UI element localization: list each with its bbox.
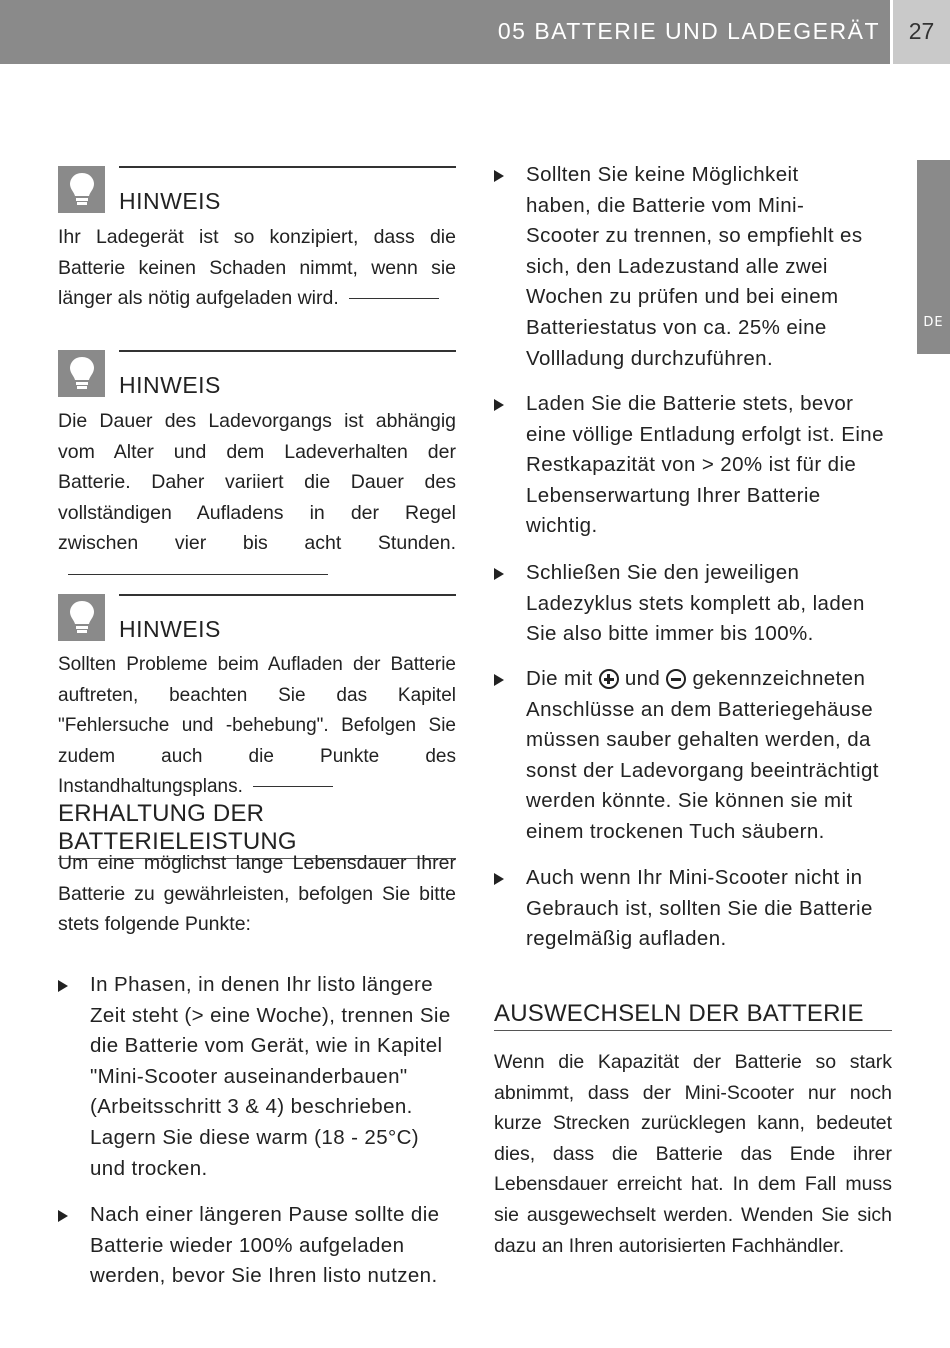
terminal-text-2: und [624, 667, 661, 690]
list-item-text: Auch wenn Ihr Mini-Scooter nicht in Gebrauch ist, sollten Sie die Batterie regelmäßig aufladen. [526, 866, 873, 951]
note-text-content: Ihr Ladegerät ist so konzipiert, dass die Batterie keinen Schaden nimmt, wenn sie länger als nötig aufgeladen wird. [58, 226, 456, 310]
lightbulb-icon [58, 350, 105, 397]
end-rule [253, 786, 333, 787]
plus-terminal-icon [599, 669, 619, 689]
chapter-title: 05 BATTERIE UND LADEGERÄT [497, 18, 880, 44]
bullet-arrow-icon [494, 170, 504, 182]
note-text [58, 222, 456, 314]
list-item-text: Laden Sie die Batterie stets, bevor eine völlige Entladung erfolgt ist. Eine Restkapazität von > 20% ist für die Lebenserwartung Ihrer Batterie wichtig. [526, 392, 884, 538]
bullet-arrow-icon [58, 1210, 68, 1222]
page-header [0, 0, 950, 64]
note-text [58, 650, 456, 803]
terminal-text-1: Die mit [526, 667, 593, 690]
replace-text: Wenn die Kapazität der Batterie so stark abnimmt, dass der Mini-Scooter nur noch kurze Strecken zurücklegen kann, bedeutet dies, dass die Batterie das Ende ihrer Lebensdauer erreicht hat. In dem Fall muss sie ausgewechselt werden. Wenden Sie sich dazu an Ihren autorisierten Fachhändler. [494, 1051, 892, 1257]
end-rule [68, 574, 328, 575]
lightbulb-icon [58, 594, 105, 641]
bullet-arrow-icon [494, 399, 504, 411]
note-rule [119, 350, 456, 352]
note-rule [119, 594, 456, 596]
bullet-arrow-icon [494, 568, 504, 580]
page-number-box [890, 0, 950, 64]
note-title: HINWEIS [119, 616, 221, 642]
bullet-arrow-icon [494, 674, 504, 686]
note-title: HINWEIS [119, 188, 221, 214]
note-text-content: Sollten Probleme beim Aufladen der Batterie auftreten, beachten Sie das Kapitel "Fehlersuche und -behebung". Befolgen Sie zudem auch die Punkte des Instandhaltungsplans. [58, 654, 456, 798]
language-tab [917, 160, 950, 354]
bullet-arrow-icon [494, 873, 504, 885]
list-item-text: Schließen Sie den jeweiligen Ladezyklus stets komplett ab, laden Sie also bitte immer bis 100%. [526, 561, 865, 646]
section-heading-maintenance: ERHALTUNG DER BATTERIELEISTUNG [58, 800, 456, 859]
maintenance-intro: Um eine möglichst lange Lebensdauer Ihrer Batterie zu gewährleisten, befolgen Sie bitte stets folgende Punkte: [58, 852, 456, 936]
section-heading-replace: AUSWECHSELN DER BATTERIE [494, 1000, 892, 1031]
end-rule [349, 298, 439, 299]
note-title: HINWEIS [119, 372, 221, 398]
page-number: 27 [908, 18, 935, 44]
terminal-text-rest: Anschlüsse an dem Batteriegehäuse müssen sauber gehalten werden, da sonst der Ladevorgang beeinträchtigt werden könnte. Sie können sie mit einem trockenen Tuch säubern. [526, 697, 879, 843]
language-tab-label: DE [923, 315, 944, 330]
list-item-text: Nach einer längeren Pause sollte die Batterie wieder 100% aufgeladen werden, bevor Sie Ihren listo nutzen. [90, 1203, 440, 1288]
note-rule [119, 166, 456, 168]
list-item-text: Sollten Sie keine Möglichkeit haben, die Batterie vom Mini-Scooter zu trennen, so empfiehlt es sich, den Ladezustand alle zwei Wochen zu prüfen und bei einem Batteriestatus von ca. 25% eine Vollladung durchzuführen. [526, 163, 863, 370]
lightbulb-icon [58, 166, 105, 213]
bullet-arrow-icon [58, 980, 68, 992]
note-text [58, 406, 456, 590]
list-item-text: In Phasen, in denen Ihr listo längere Zeit steht (> eine Woche), trennen Sie die Batterie vom Gerät, wie in Kapitel "Mini-Scooter auseinanderbauen" (Arbeitsschritt 3 & 4) beschrieben. Lagern Sie diese warm (18 - 25°C) und trocken. [90, 973, 451, 1180]
minus-terminal-icon [666, 669, 686, 689]
note-text-content: Die Dauer des Ladevorgangs ist abhängig vom Alter und dem Ladeverhalten der Batterie. Daher variiert die Dauer des vollständigen Aufladens in der Regel zwischen vier bis acht Stunden. [58, 410, 456, 555]
terminal-text-3: gekennzeichneten [692, 667, 866, 690]
list-item-text [526, 664, 892, 848]
